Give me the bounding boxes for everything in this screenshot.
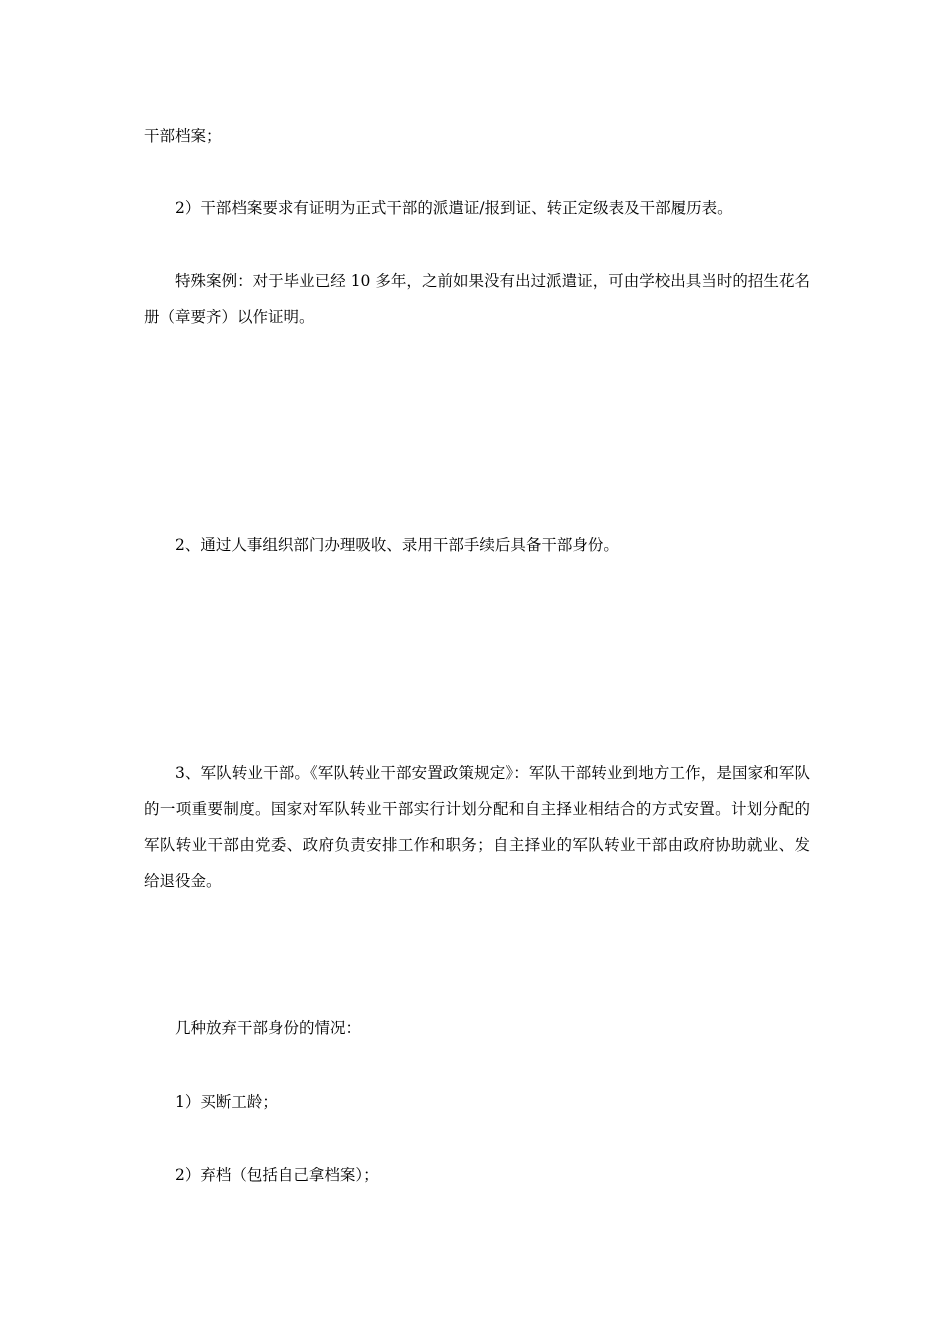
paragraph-archive-requirements: 2）干部档案要求有证明为正式干部的派遣证/报到证、转正定级表及干部履历表。	[175, 199, 733, 217]
paragraph-cadre-archive-end: 干部档案；	[144, 127, 222, 145]
list-item-abandon-archive: 2）弃档（包括自己拿档案）；	[175, 1166, 379, 1184]
list-item-buyout-seniority: 1）买断工龄；	[175, 1093, 278, 1111]
paragraph-personnel-recruitment: 2、通过人事组织部门办理吸收、录用干部手续后具备干部身份。	[175, 536, 619, 554]
paragraph-special-case: 特殊案例：对于毕业已经 10 多年，之前如果没有出过派遣证，可由学校出具当时的招生花名册（章要齐）以作证明。	[144, 272, 810, 326]
paragraph-military-transfer-cadres: 3、军队转业干部。《军队转业干部安置政策规定》：军队干部转业到地方工作，是国家和军队的一项重要制度。国家对军队转业干部实行计划分配和自主择业相结合的方式安置。计划分配的军队转业干部由党委、政府负责安排工作和职务；自主择业的军队转业干部由政府协助就业、发给退役金。	[144, 764, 810, 890]
paragraph-give-up-status-heading: 几种放弃干部身份的情况：	[175, 1019, 362, 1037]
